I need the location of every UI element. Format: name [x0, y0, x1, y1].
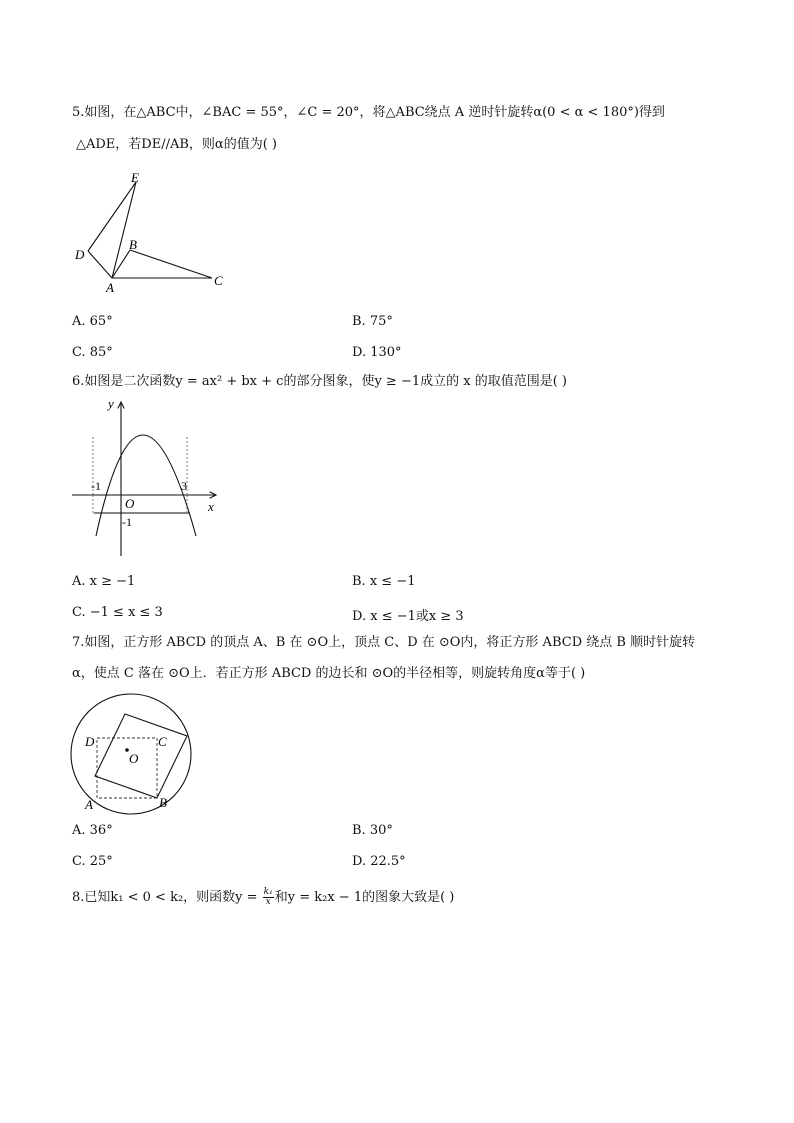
- q7-square-rotated: [95, 714, 187, 798]
- q5-label-E: E: [131, 170, 139, 185]
- q7-figure: [68, 690, 198, 816]
- q5-option-c[interactable]: C. 85°: [72, 345, 113, 360]
- q5-label-B: B: [129, 237, 137, 252]
- q5-option-d[interactable]: D. 130°: [352, 345, 402, 360]
- q7-stem-1: 如图，正方形 ABCD 的顶点 A、B 在 ⊙O上，顶点 C、D 在 ⊙O内，将正方形 ABCD 绕点 B 顺时针旋转: [84, 635, 696, 650]
- q8-fraction-denominator: x: [265, 897, 271, 907]
- q8-fraction: [263, 888, 274, 907]
- q7-option-c[interactable]: C. 25°: [72, 854, 113, 869]
- q6-option-b[interactable]: B. x ≤ −1: [352, 574, 416, 589]
- q5-option-b[interactable]: B. 75°: [352, 314, 393, 329]
- q7-option-a[interactable]: A. 36°: [72, 823, 113, 838]
- q6-label-origin: O: [125, 496, 135, 511]
- q7-option-d[interactable]: D. 22.5°: [352, 854, 406, 869]
- q7-label-A: A: [85, 797, 93, 812]
- q6-figure: [66, 396, 226, 561]
- q7-label-O: O: [129, 751, 139, 766]
- q5-option-a[interactable]: A. 65°: [72, 314, 113, 329]
- q5-stem-1: 如图，在△ABC中，∠BAC = 55°，∠C = 20°，将△ABC绕点 A 逆时针旋转α(0 < α < 180°)得到: [84, 105, 665, 120]
- q6-label-minus1-x: -1: [91, 479, 101, 493]
- q8-stem-b: 和y = k₂x − 1的图象大致是( ): [274, 890, 455, 905]
- q5-number: 5.: [72, 105, 85, 120]
- q7-number: 7.: [72, 635, 85, 650]
- q8-number: 8.: [72, 890, 85, 905]
- q5-text-line1: [72, 104, 665, 122]
- q6-label-3: 3: [181, 479, 187, 493]
- q7-square-original: [97, 738, 157, 798]
- q8-stem-a: 已知k₁ < 0 < k₂，则函数y =: [84, 890, 262, 905]
- q6-option-a[interactable]: A. x ≥ −1: [72, 574, 136, 589]
- q7-text-line1: [72, 634, 695, 652]
- q6-number: 6.: [72, 374, 85, 389]
- q7-label-C: C: [158, 734, 167, 749]
- q7-label-D: D: [85, 734, 95, 749]
- q6-label-x: x: [208, 499, 214, 514]
- q6-text-line1: [72, 373, 567, 391]
- q5-figure: [70, 166, 240, 296]
- q7-option-b[interactable]: B. 30°: [352, 823, 393, 838]
- q8-text-line1: [72, 888, 454, 907]
- q6-option-c[interactable]: C. −1 ≤ x ≤ 3: [72, 605, 163, 620]
- q8-fraction-numerator: k₁: [263, 887, 273, 897]
- q5-text-line2: △ADE，若DE//AB，则α的值为( ): [76, 137, 277, 152]
- q5-label-D: D: [75, 247, 85, 262]
- q6-label-y: y: [108, 396, 114, 411]
- q5-label-C: C: [214, 273, 223, 288]
- q7-text-line2: α，使点 C 落在 ⊙O上．若正方形 ABCD 的边长和 ⊙O的半径相等，则旋转角度α等于( ): [72, 666, 586, 681]
- q5-label-A: A: [106, 280, 114, 295]
- q6-label-minus1-y: -1: [122, 515, 132, 529]
- q6-stem: 如图是二次函数y = ax² + bx + c的部分图象，使y ≥ −1成立的 x 的取值范围是( ): [84, 374, 567, 389]
- q6-option-d[interactable]: D. x ≤ −1或x ≥ 3: [352, 609, 464, 624]
- q7-label-B: B: [159, 795, 167, 810]
